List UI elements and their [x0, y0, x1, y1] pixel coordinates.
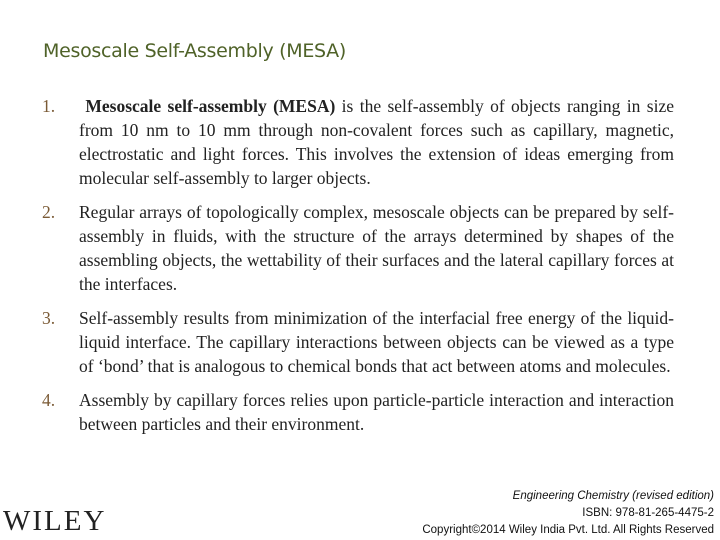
copyright: Copyright©2014 Wiley India Pvt. Ltd. All Rights Reserved: [422, 524, 714, 536]
item-number: 1.: [42, 96, 56, 116]
item-number: 3.: [42, 308, 56, 328]
item-bold-lead: Mesoscale self-assembly (MESA): [85, 96, 336, 116]
list-item: [42, 306, 674, 378]
book-title: Engineering Chemistry (revised edition): [512, 490, 714, 502]
list-item: [42, 94, 674, 190]
numbered-list: [42, 94, 674, 446]
list-item: [42, 200, 674, 296]
item-text: Self-assembly results from minimization of the interfacial free energy of the liquid-liquid interface. The capillary interactions between objects can be viewed as a type of ‘bond’ that is analogous to chemical bonds that act between atoms and molecules.: [79, 308, 674, 376]
item-number: 2.: [42, 202, 56, 222]
isbn: ISBN: 978-81-265-4475-2: [582, 507, 714, 519]
item-text: is the self-assembly of objects ranging in size from 10 nm to 10 mm through non-covalent forces such as capillary, magnetic, electrostatic and light forces. This involves the extension of ideas emerging from molecular self-assembly to larger objects.: [79, 96, 674, 188]
item-text: Assembly by capillary forces relies upon particle-particle interaction and interaction between particles and their environment.: [79, 390, 674, 434]
list-item: [42, 388, 674, 436]
wiley-logo: WILEY: [3, 505, 107, 537]
footer-credits: [422, 488, 714, 539]
item-number: 4.: [42, 390, 56, 410]
item-text: Regular arrays of topologically complex, mesoscale objects can be prepared by self-assembly in fluids, with the structure of the arrays determined by shapes of the assembling objects, the wettability of their surfaces and the lateral capillary forces at the interfaces.: [79, 202, 674, 294]
slide-title: Mesoscale Self-Assembly (MESA): [43, 40, 346, 62]
